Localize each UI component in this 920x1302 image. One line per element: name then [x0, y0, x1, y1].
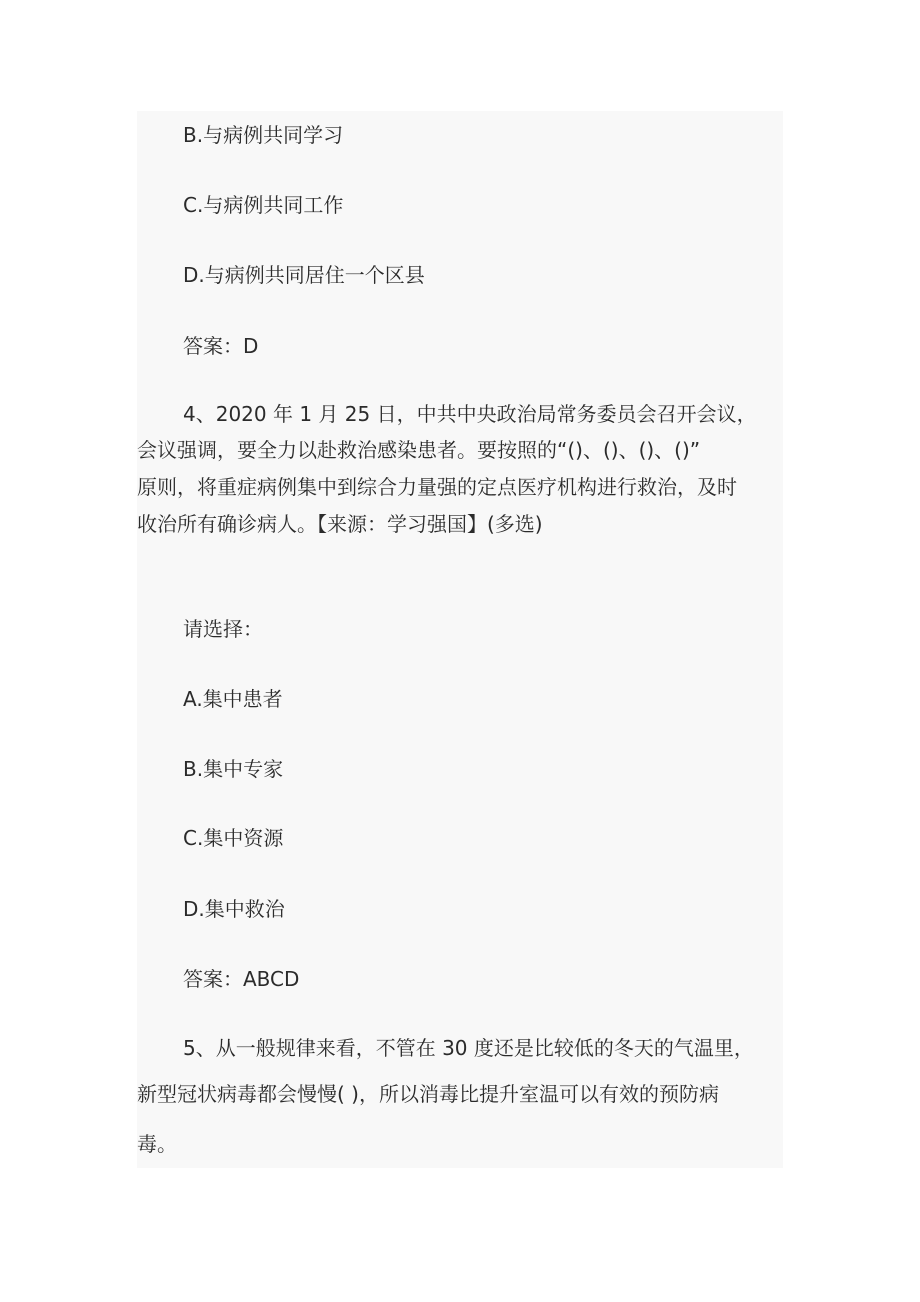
q3-answer: 答案：D [183, 334, 259, 358]
q5-stem-line-2: 新型冠状病毒都会慢慢( )，所以消毒比提升室温可以有效的预防病 [137, 1082, 719, 1106]
question-panel [137, 111, 783, 1168]
q4-stem-line-4: 收治所有确诊病人。【来源：学习强国】(多选) [137, 512, 543, 536]
q4-option-d: D.集中救治 [183, 897, 285, 921]
q3-option-b: B.与病例共同学习 [183, 123, 344, 147]
q4-stem-line-3: 原则，将重症病例集中到综合力量强的定点医疗机构进行救治，及时 [137, 475, 737, 499]
q5-stem-line-1: 5、从一般规律来看，不管在 30 度还是比较低的冬天的气温里， [183, 1036, 754, 1060]
q5-stem-line-3: 毒。 [137, 1132, 177, 1156]
q4-stem-line-2: 会议强调，要全力以赴救治感染患者。要按照的“()、()、()、()” [137, 438, 701, 462]
q3-option-c: C.与病例共同工作 [183, 193, 344, 217]
q3-option-d: D.与病例共同居住一个区县 [183, 263, 425, 287]
q4-option-a: A.集中患者 [183, 687, 283, 711]
q4-answer: 答案：ABCD [183, 967, 300, 991]
q4-prompt: 请选择： [183, 617, 263, 641]
q4-option-b: B.集中专家 [183, 757, 284, 781]
q4-option-c: C.集中资源 [183, 826, 284, 850]
q4-stem-line-1: 4、2020 年 1 月 25 日，中共中央政治局常务委员会召开会议， [183, 402, 757, 426]
